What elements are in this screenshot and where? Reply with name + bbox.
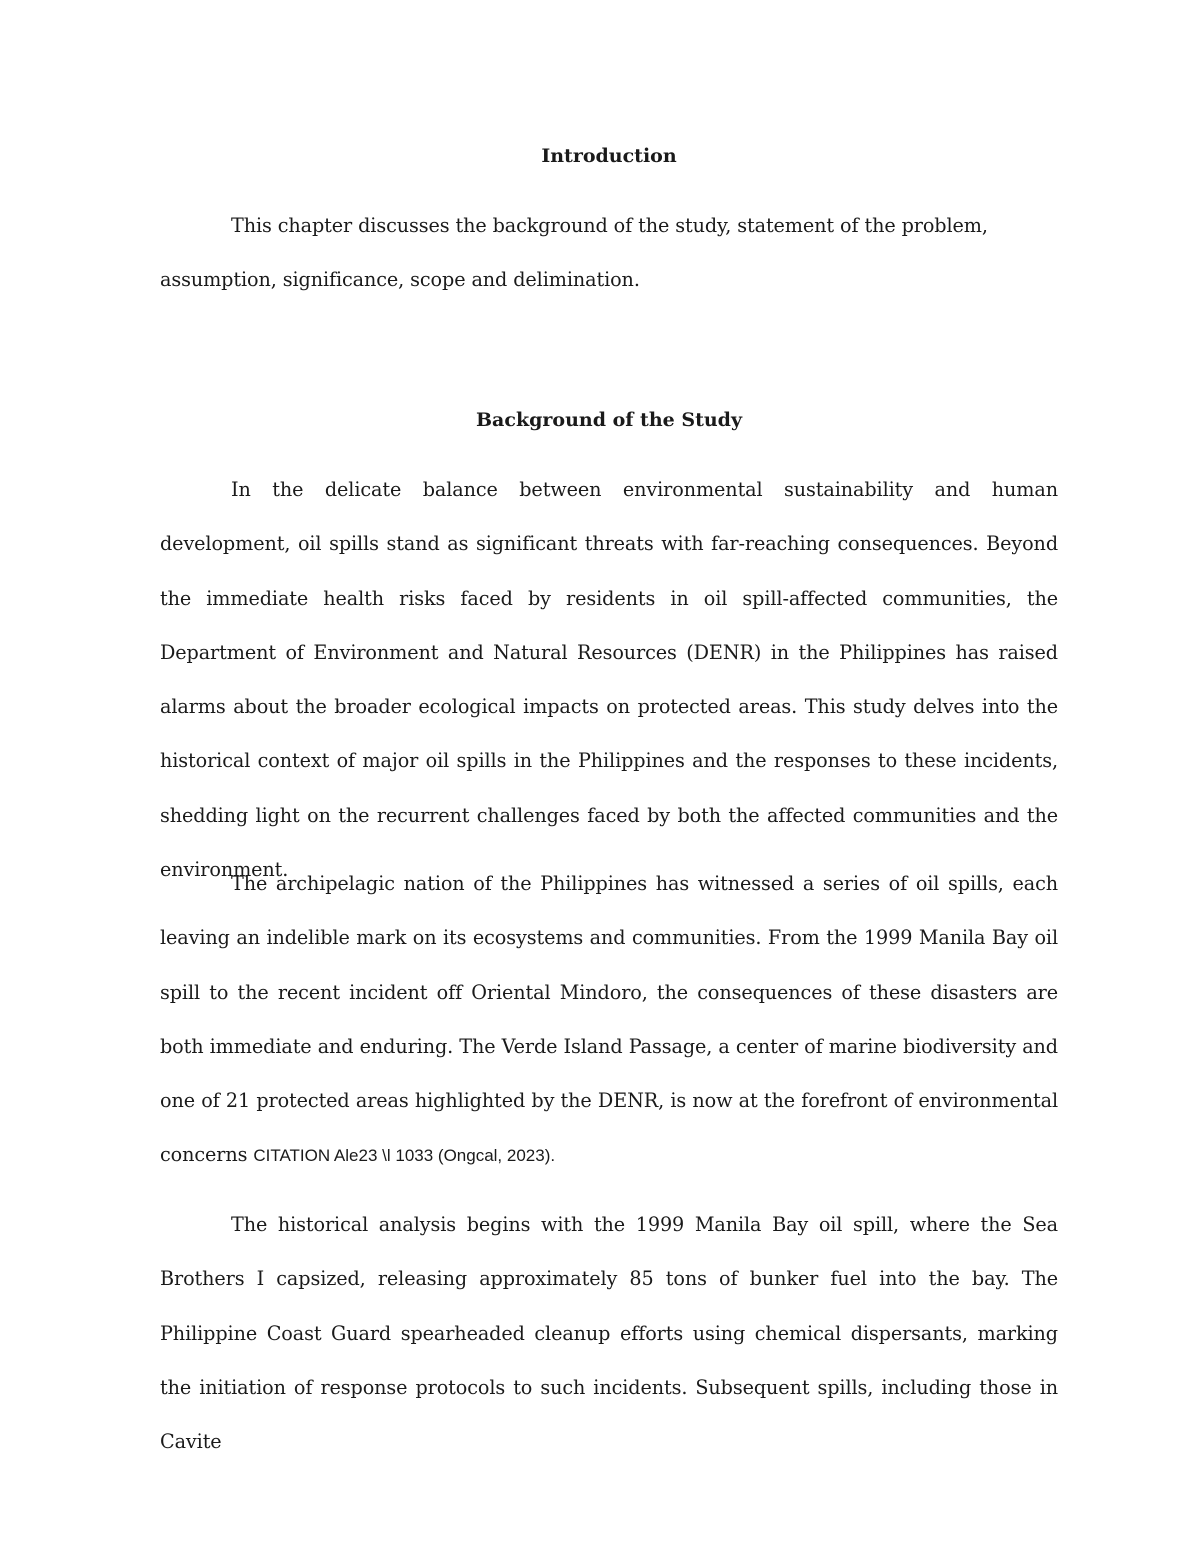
background-paragraph-2-text: The archipelagic nation of the Philippines has witnessed a series of oil spills, each leaving an indelible mark on its ecosystems and communities. From the 1999 Manila Bay oil spill to the recent incident off Oriental Mindoro, the consequences of these disasters are both immediate and enduring. The Verde Island Passage, a center of marine biodiversity and one of 21 protected areas highlighted by the DENR, is now at the forefront of environmental concerns xyxy=(160,872,1058,1167)
background-paragraph-3: The historical analysis begins with the 1999 Manila Bay oil spill, where the Sea Brothers I capsized, releasing approximately 85 tons of bunker fuel into the bay. The Philippine Coast Guard spearheaded cleanup efforts using chemical dispersants, marking the initiation of response protocols to such incidents. Subsequent spills, including those in Cavite xyxy=(160,1213,1058,1454)
background-heading: Background of the Study xyxy=(476,409,742,431)
introduction-heading: Introduction xyxy=(541,145,677,167)
introduction-paragraph: This chapter discusses the background of the study, statement of the problem, assumption, significance, scope and delimination. xyxy=(160,214,988,292)
citation-field: CITATION Ale23 \l 1033 (Ongcal, 2023). xyxy=(253,1146,556,1166)
background-paragraph-1: In the delicate balance between environmental sustainability and human development, oil spills stand as significant threats with far-reaching consequences. Beyond the immediate health risks faced by residents in oil spill-affected communities, the Department of Environment and Natural Resources (DENR) in the Philippines has raised alarms about the broader ecological impacts on protected areas. This study delves into the historical context of major oil spills in the Philippines and the responses to these incidents, shedding light on the recurrent challenges faced by both the affected communities and the environment. xyxy=(160,478,1058,882)
background-paragraph-2 xyxy=(160,857,1058,1184)
